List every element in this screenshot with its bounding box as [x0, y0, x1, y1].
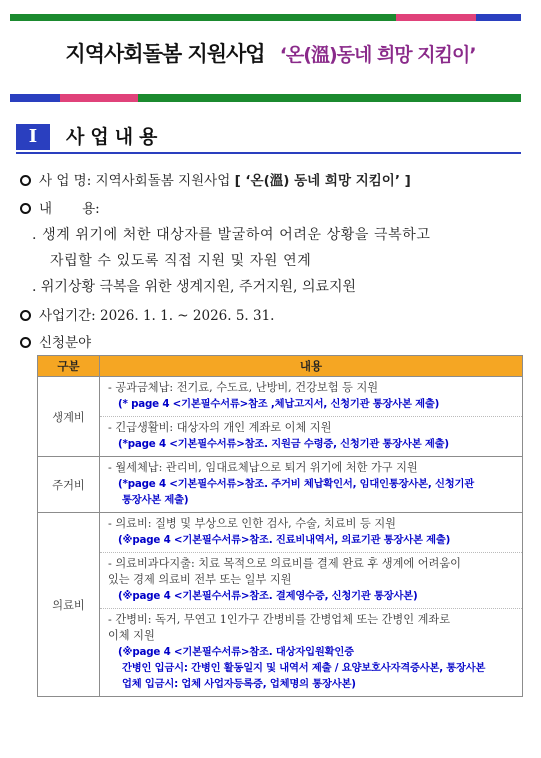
item-note: (*page 4 <기본필수서류>참조. 주거비 체납확인서, 임대인통장사본, 신청기관 — [118, 478, 474, 490]
item-description: - 간병비: 독거, 무연고 1인가구 간병비를 간병업체 또는 간병인 계좌로 — [108, 613, 451, 626]
item-note: (*page 4 <기본필수서류>참조. 지원금 수령증, 신청기관 통장사본 제출) — [118, 438, 449, 450]
circle-bullet-icon — [20, 337, 31, 348]
table-row — [38, 377, 523, 457]
row-category: 주거비 — [38, 457, 100, 513]
table-body — [38, 377, 523, 697]
circle-bullet-icon — [20, 175, 31, 186]
project-name-highlight: [ ‘온(溫) 동네 희망 지킴이’ ] — [234, 173, 411, 189]
item-description: 이체 지원 — [108, 629, 155, 642]
item-note: (※page 4 <기본필수서류>참조. 결제영수증, 신청기관 통장사본) — [118, 590, 418, 602]
content-line-2: 자립할 수 있도록 직접 지원 및 자원 연계 — [50, 253, 312, 269]
item-description: - 긴급생활비: 대상자의 개인 계좌로 이체 지원 — [108, 421, 332, 434]
top-color-bar — [10, 14, 521, 21]
info-period — [20, 304, 274, 324]
section-underline — [16, 152, 521, 154]
item-description: 있는 경제 의료비 전부 또는 일부 지원 — [108, 573, 292, 586]
row-content — [100, 377, 523, 457]
item-description: - 공과금체납: 전기료, 수도료, 난방비, 건강보험 등 지원 — [108, 381, 379, 394]
item-note: 통장사본 제출) — [122, 494, 189, 506]
section-number-badge: I — [16, 124, 50, 150]
apply-label: 신청분야 — [39, 335, 92, 351]
title-main: 지역사회돌봄 지원사업 — [65, 42, 265, 66]
item-note: 업체 입금시: 업체 사업자등록증, 업체명의 통장사본) — [122, 678, 356, 690]
support-item — [100, 416, 522, 456]
support-item — [100, 457, 522, 512]
header-category: 구분 — [38, 356, 100, 377]
info-content-label-line — [20, 197, 100, 217]
circle-bullet-icon — [20, 310, 31, 321]
project-name-label: 사 업 명: — [39, 173, 92, 189]
info-project-name — [20, 169, 411, 189]
content-label: 내 용: — [39, 201, 100, 217]
content-line-3: . 위기상황 극복을 위한 생계지원, 주거지원, 의료지원 — [32, 279, 357, 295]
row-category: 생계비 — [38, 377, 100, 457]
support-item — [100, 513, 522, 552]
section-title: 사업내용 — [66, 126, 164, 148]
section-heading — [16, 124, 521, 154]
item-description: - 월세체납: 관리비, 임대료체납으로 퇴거 위기에 처한 가구 지원 — [108, 461, 418, 474]
table-row — [38, 457, 523, 513]
period-text: 사업기간: 2026. 1. 1. ~ 2026. 5. 31. — [39, 308, 275, 324]
project-name-value: 지역사회돌봄 지원사업 — [95, 173, 231, 189]
item-description: - 의료비과다지출: 치료 목적으로 의료비를 결제 완료 후 생계에 어려움이 — [108, 557, 461, 570]
support-item — [100, 552, 522, 608]
row-content — [100, 457, 523, 513]
item-description: - 의료비: 질병 및 부상으로 인한 검사, 수술, 치료비 등 지원 — [108, 517, 396, 530]
header-content: 내용 — [100, 356, 523, 377]
title-subtitle: ‘온(溫)동네 희망 지킴이’ — [279, 44, 476, 66]
title-bottom-color-bar — [10, 94, 521, 102]
item-note: 간병인 입금시: 간병인 활동일지 및 내역서 제출 / 요양보호사자격증사본, 통장사본 — [122, 662, 486, 674]
content-line-1: . 생계 위기에 처한 대상자를 발굴하여 어려운 상황을 극복하고 — [32, 227, 431, 243]
support-item — [100, 377, 522, 416]
circle-bullet-icon — [20, 203, 31, 214]
row-category: 의료비 — [38, 513, 100, 697]
table-row — [38, 513, 523, 697]
support-item — [100, 608, 522, 696]
item-note: (※page 4 <기본필수서류>참조. 대상자입원확인증 — [118, 646, 354, 658]
item-note: (* page 4 <기본필수서류>참조 ,체납고지서, 신청기관 통장사본 제출) — [118, 398, 440, 410]
apply-table — [37, 355, 523, 697]
table-header-row — [38, 356, 523, 377]
document-title — [0, 38, 541, 68]
item-note: (※page 4 <기본필수서류>참조. 진료비내역서, 의료기관 통장사본 제출) — [118, 534, 451, 546]
row-content — [100, 513, 523, 697]
info-apply-label — [20, 331, 91, 351]
